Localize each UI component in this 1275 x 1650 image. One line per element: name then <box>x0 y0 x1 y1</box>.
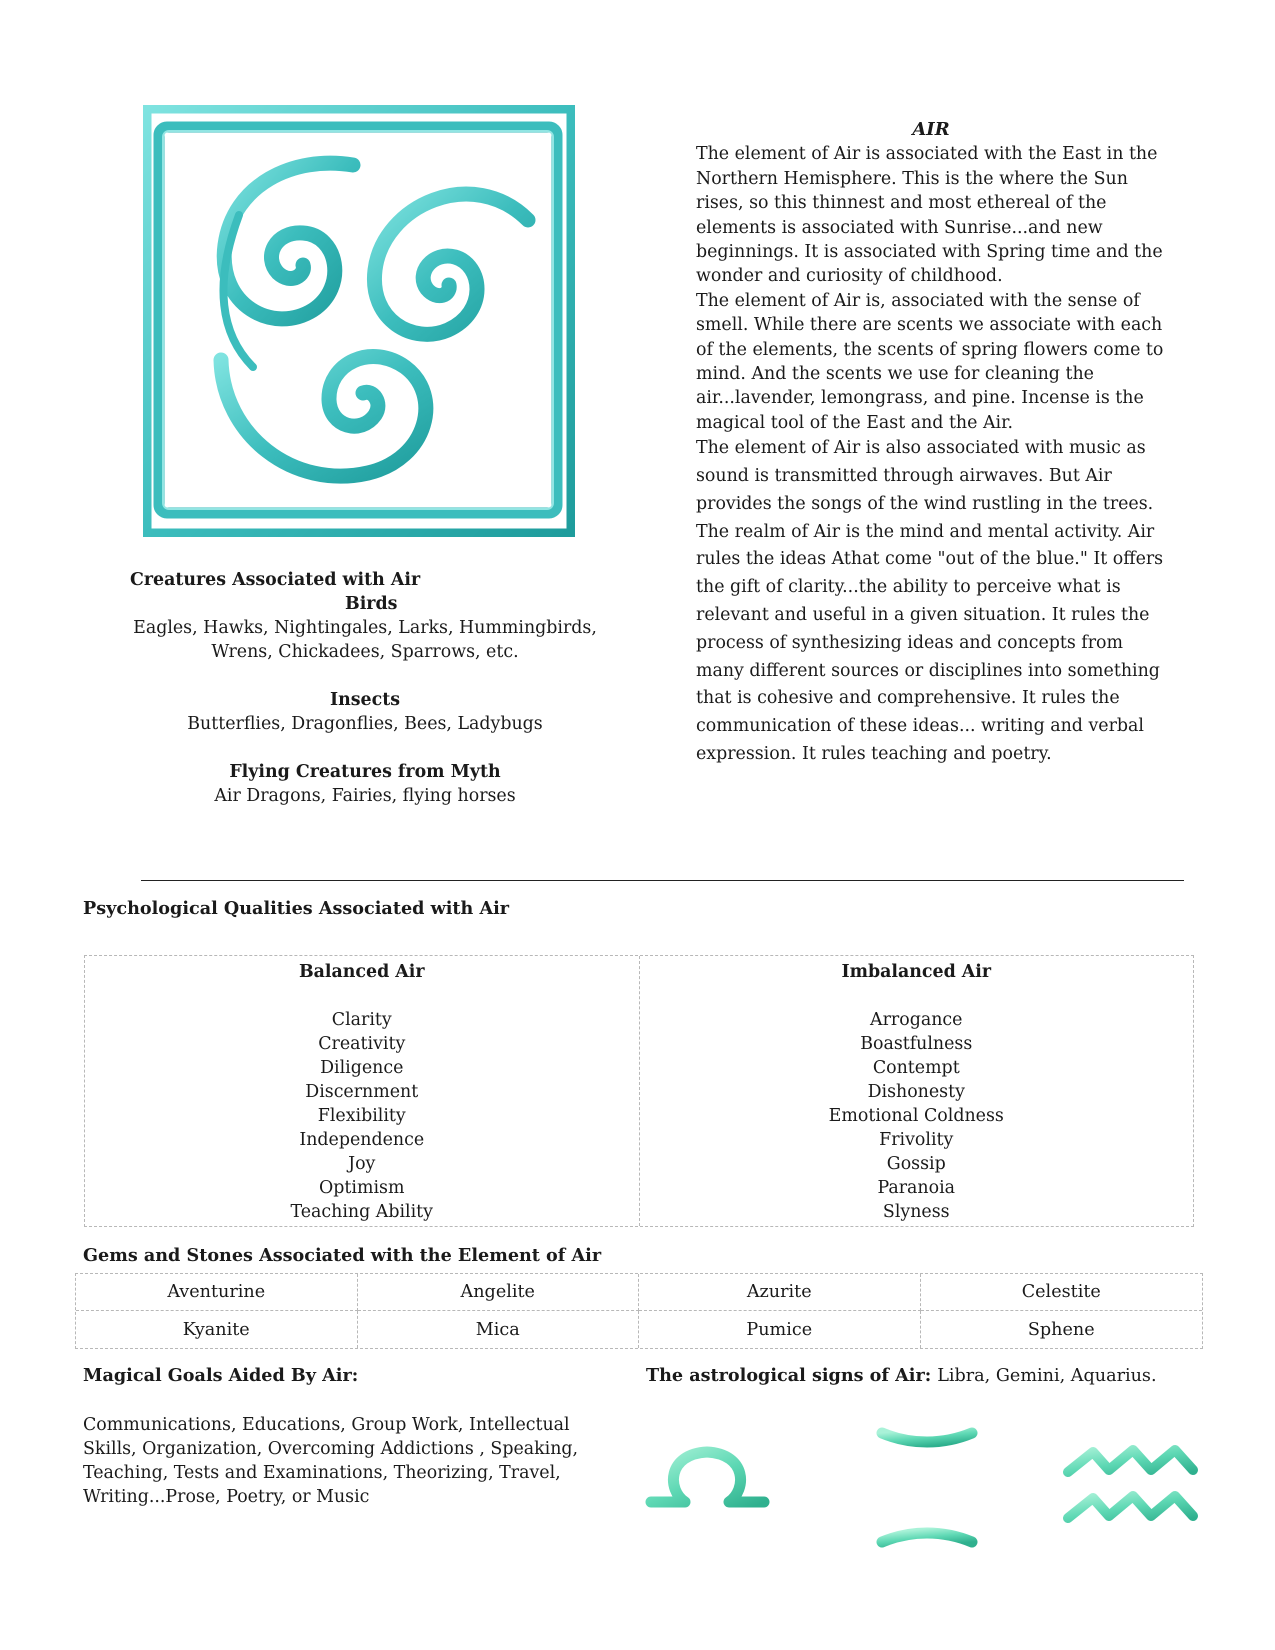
libra-icon <box>645 1440 770 1540</box>
quality-item: Emotional Coldness <box>828 1106 1004 1126</box>
goals-title: Magical Goals Aided By Air: <box>83 1365 359 1386</box>
goals-text: Communications, Educations, Group Work, Intellectual Skills, Organization, Overcoming Addictions , Speaking, Teaching, Tests and Examinations, Theorizing, Travel, Writing...Prose, Poetry, or Music <box>83 1415 579 1507</box>
quality-item: Dishonesty <box>867 1082 965 1102</box>
gems-table <box>75 1273 1203 1349</box>
imbalanced-heading: Imbalanced Air <box>841 962 992 982</box>
section-divider <box>141 880 1184 881</box>
myth-heading: Flying Creatures from Myth <box>229 762 501 782</box>
insects-heading: Insects <box>329 690 401 710</box>
air-paragraph-east: The element of Air is associated with the East in the Northern Hemisphere. This is the where the Sun rises, so this thinnest and most ethereal of the elements is associated with Sunrise...and new beginnings. It is associated with Spring time and the wonder and curiosity of childhood. <box>696 144 1163 287</box>
aquarius-icon <box>1063 1440 1198 1530</box>
quality-item: Contempt <box>872 1058 960 1078</box>
creatures-section <box>120 568 610 808</box>
birds-heading: Birds <box>345 594 398 614</box>
quality-item: Teaching Ability <box>290 1202 433 1222</box>
quality-item: Clarity <box>331 1010 392 1030</box>
myth-list: Air Dragons, Fairies, flying horses <box>214 786 516 806</box>
air-symbol-icon <box>143 105 575 537</box>
quality-item: Independence <box>299 1130 425 1150</box>
quality-item: Flexibility <box>317 1106 406 1126</box>
gems-title: Gems and Stones Associated with the Element of Air <box>83 1245 602 1266</box>
quality-item: Paranoia <box>877 1178 956 1198</box>
air-title: AIR <box>912 119 950 140</box>
astrology-title: The astrological signs of Air: <box>646 1365 932 1386</box>
gem-cell: Mica <box>358 1311 640 1348</box>
quality-item: Slyness <box>882 1202 950 1222</box>
imbalanced-column <box>639 956 1194 1226</box>
gem-cell: Azurite <box>639 1274 921 1311</box>
quality-item: Optimism <box>319 1178 405 1198</box>
quality-item: Joy <box>348 1154 376 1174</box>
quality-item: Discernment <box>305 1082 419 1102</box>
astrology-signs: Libra, Gemini, Aquarius. <box>937 1366 1157 1386</box>
creatures-title: Creatures Associated with Air <box>130 570 421 590</box>
quality-item: Boastfulness <box>860 1034 973 1054</box>
astrology-line <box>646 1365 1157 1386</box>
quality-item: Gossip <box>886 1154 946 1174</box>
psychological-title: Psychological Qualities Associated with Air <box>83 898 510 919</box>
gem-cell: Angelite <box>358 1274 640 1311</box>
gem-cell: Sphene <box>1027 1319 1095 1340</box>
quality-item: Arrogance <box>870 1010 963 1030</box>
gem-cell: Aventurine <box>76 1274 358 1311</box>
gemini-icon <box>876 1425 978 1550</box>
balanced-heading: Balanced Air <box>298 962 425 982</box>
birds-list: Eagles, Hawks, Nightingales, Larks, Hummingbirds, Wrens, Chickadees, Sparrows, etc. <box>133 618 597 662</box>
gem-cell: Kyanite <box>76 1311 358 1348</box>
quality-item: Creativity <box>318 1034 406 1054</box>
air-paragraph-mind: The element of Air is also associated with music as sound is transmitted through airwaves. But Air provides the songs of the wind rustling in the trees. The realm of Air is the mind and mental activity. Air rules the ideas Athat come "out of the blue." It offers the gift of clarity...the ability to perceive what is relevant and useful in a given situation. It rules the process of synthesizing ideas and concepts from many different sources or disciplines into something that is cohesive and comprehensive. It rules the communication of these ideas... writing and verbal expression. It rules teaching and poetry. <box>696 438 1164 765</box>
gem-cell: Celestite <box>921 1274 1203 1311</box>
air-paragraph-smell: The element of Air is, associated with the sense of smell. While there are scents we associate with each of the elements, the scents of spring flowers come to mind. And the scents we use for cleaning the air...lavender, lemongrass, and pine. Incense is the magical tool of the East and the Air. <box>696 290 1164 433</box>
balanced-column <box>85 956 639 1226</box>
gem-cell: Pumice <box>639 1311 921 1348</box>
qualities-table <box>84 955 1194 1227</box>
quality-item: Diligence <box>320 1058 404 1078</box>
air-description <box>696 118 1166 769</box>
insects-list: Butterflies, Dragonflies, Bees, Ladybugs <box>187 714 543 734</box>
quality-item: Frivolity <box>879 1130 954 1150</box>
